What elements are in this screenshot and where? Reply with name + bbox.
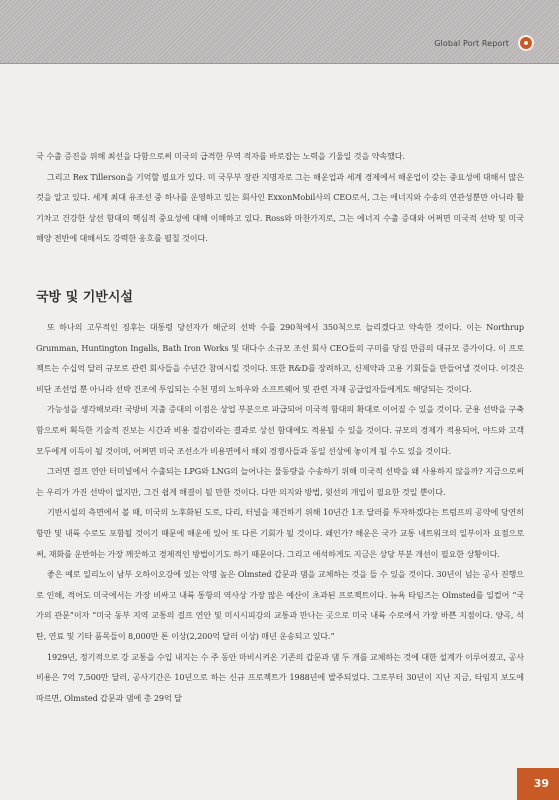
intro-text bbox=[36, 146, 524, 249]
body-paragraph: 그리고 Rex Tillerson을 기억할 필요가 있다. 미 국무부 장관 지명자로 그는 해운업과 세계 경제에서 해운업이 갖는 중요성에 대해서 많은 것을 알고 있다. 세계 최대 유조선 중 하나를 운영하고 있는 회사인 ExxonMobil사의 CEO로서, 그는 에너지와 수송의 연관성뿐만 아니라 활기차고 건강한 상선 함대의 핵심적 중요성에 대해 이해하고 있다. Ross와 마찬가지로, 그는 에너지 수출 증대와 어쩌면 미국적 선박 및 미국 해양 전반에 대해서도 강력한 옹호를 펼칠 것이다. bbox=[36, 171, 524, 244]
running-header-title: Global Port Report bbox=[434, 39, 509, 48]
body-paragraph: 국 수출 증진을 위해 최선을 다함으로써 미국의 급격한 무역 적자를 바로잡는 노력을 기울일 것을 약속했다. bbox=[36, 151, 405, 161]
body-paragraph: 기반시설의 측면에서 볼 때, 미국의 노후화된 도로, 다리, 터널을 재건하기 위해 10년간 1조 달러를 투자하겠다는 트럼프의 공약에 당연히 항만 및 내륙 수로도 포함될 것이기 때문에 해운에 있어 또 다른 기회가 될 것이다. 왜인가? 해운은 국가 교통 네트워크의 일부이자 요점으로써, 재화를 운반하는 가장 깨끗하고 경제적인 방법이기도 하기 때문이다. 그리고 애석하게도 지금은 상당 부분 개선이 필요한 상황이다. bbox=[36, 507, 524, 559]
body-paragraph: 가능성을 생각해보라! 국방비 지출 증대의 이점은 상업 부분으로 파급되어 미국적 함대의 확대로 이어질 수 있을 것이다. 군용 선박을 구축함으로써 획득한 기술적 진보는 시간과 비용 절감이라는 결과로 상선 함대에도 적용될 수 있을 것이다. 규모의 경제가 적용되어, 야드와 고객 모두에게 이득이 될 것이며, 어쩌면 미국 조선소가 비용면에서 해외 경쟁사들과 동일 선상에 놓이게 될 수도 있을 것이다. bbox=[36, 404, 524, 456]
section-body bbox=[36, 317, 524, 708]
header-band bbox=[0, 0, 559, 63]
header-divider bbox=[0, 63, 559, 64]
page-number: 39 bbox=[533, 777, 549, 790]
body-paragraph: 좋은 예로 일리노이 남부 오하이오강에 있는 악명 높은 Olmsted 갑문과 댐을 교체하는 것을 들 수 있을 것이다. 30년이 넘는 공사 진행으로 인해, 적어도 미국에서는 가장 비싸고 내륙 통항의 역사상 가장 많은 예산이 초과된 프로젝트이다. 뉴욕 타임즈는 Olmsted를 일컬어 “국가의 관문”이자 “미국 동부 지역 교통의 걸프 연안 및 미시시피강의 교통과 만나는 곳으로 미국 내륙 수로에서 가장 바쁜 지점이다. 양곡, 석탄, 연료 및 기타 품목들이 8,000만 톤 이상(2,200억 달러 이상) 매년 운송되고 있다.” bbox=[36, 569, 524, 641]
section-heading: 국방 및 기반시설 bbox=[36, 290, 133, 305]
body-paragraph: 그러면 걸프 연안 터미널에서 수출되는 LPG와 LNG의 늘어나는 물동량을 수송하기 위해 미국적 선박을 왜 사용하지 않을까? 지금으로써는 우리가 가진 선박이 없지만, 그건 쉽게 해결이 될 만한 것이다. 다만 의지와 방법, 윗선의 개입이 필요한 것일 뿐이다. bbox=[36, 466, 524, 497]
body-paragraph: 또 하나의 고무적인 징후는 대통령 당선자가 해군의 선박 수를 290척에서 350척으로 늘리겠다고 약속한 것이다. 이는 Northrup Grumman, Huntington Ingalls, Bath Iron Works 및 대다수 소규모 조선 회사 CEO들의 구미를 당길 만큼의 대규모 증가이다. 이 프로젝트는 수십억 달러 규모로 관련 회사들을 수년간 참여시킬 것이다. 또한 R&D를 장려하고, 신제약과 고용 기회들을 만들어낼 것이다. 이것은 비단 조선업 뿐 아니라 선박 건조에 투입되는 수천 명의 노하우와 소프트웨어 및 관련 자재 공급업자들에게도 해당되는 것이다. bbox=[36, 322, 524, 394]
body-paragraph: 1929년, 정기적으로 강 교통을 수입 내지는 수 주 동안 마비시켜온 기존의 갑문과 댐 두 개를 교체하는 것에 대한 설계가 이루어졌고, 공사비용은 7억 7,500만 달러, 공사기간은 10년으로 하는 신규 프로젝트가 1988년에 발주되었다. 그로부터 30년이 지난 지금, 타임지 보도에 따르면, Olmsted 갑문과 댐에 총 29억 달 bbox=[36, 651, 524, 703]
circle-dot-icon bbox=[518, 35, 534, 51]
